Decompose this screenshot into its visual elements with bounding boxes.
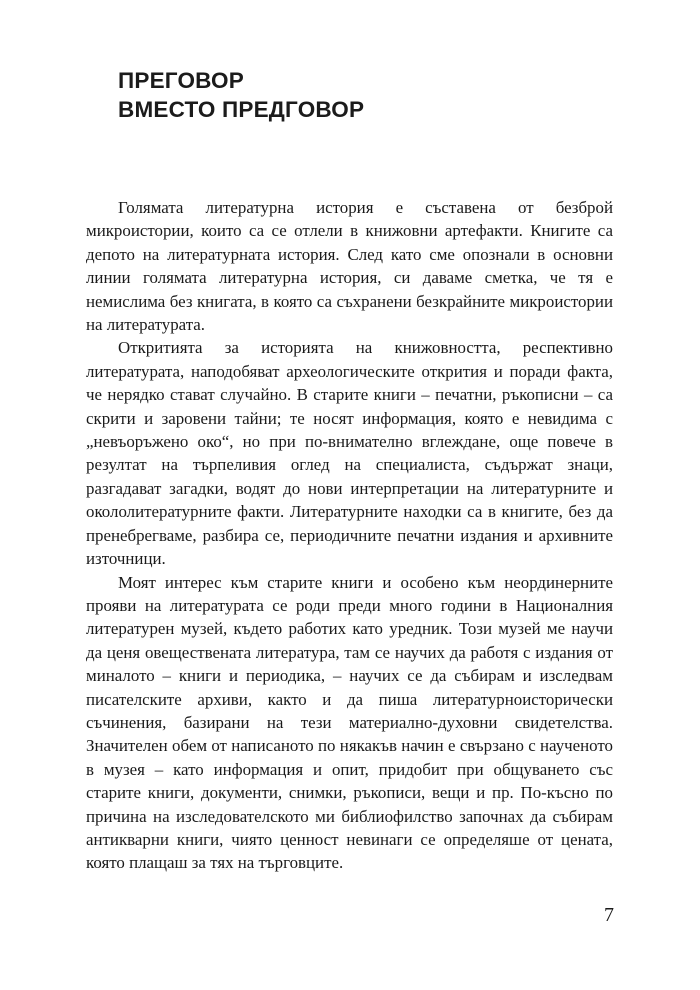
chapter-heading [118,66,364,124]
body-text [86,196,613,875]
paragraph: Голямата литературна история е съставена от безброй микроистории, които са се отлели в книжовни артефакти. Книгите са депото на литературната история. След като сме опознали в основни линии голямата литературна история, си даваме сметка, че тя е немислима без книгата, в която са съхранени безкрайните микроистории на литературата. [86,198,613,335]
chapter-heading-line-1: ПРЕГОВОР [118,68,244,93]
page-number: 7 [604,904,614,926]
chapter-heading-line-2: ВМЕСТО ПРЕДГОВОР [118,97,365,122]
paragraph: Откритията за историята на книжовността, респективно литературата, наподобяват археологическите открития и поради факта, че нерядко стават случайно. В старите книги – печатни, ръкописни – са скрити и заровени тайни; те носят информация, която е невидима с „невъоръжено око“, но при по-внимателно вглеждане, още повече в резултат на търпеливия оглед на специалиста, съдържат знаци, разгадават загадки, водят до нови интерпретации на литературните и окололитературните факти. Литературните находки са в книгите, без да пренебрегваме, разбира се, периодичните печатни издания и архивните източници. [86,338,613,569]
paragraph: Моят интерес към старите книги и особено към неординерните прояви на литературата се роди преди много години в Националния литературен музей, където работих като уредник. Този музей ме научи да ценя овеществената литература, там се научих да работя с издания от миналото – книги и периодика, – научих се да събирам и изследвам писателските архиви, както и да пиша литературноисторически съчинения, базирани на тези материално-духовни свидетелства. Значителен обем от написаното по някакъв начин е свързано с наученото в музея – като информация и опит, придобит при общуването със старите книги, документи, снимки, ръкописи, вещи и пр. По-късно по причина на изследователското ми библиофилство започнах да събирам антикварни книги, чиято ценност невинаги се определяше от цената, която плащаш за тях на търговците. [86,572,613,873]
